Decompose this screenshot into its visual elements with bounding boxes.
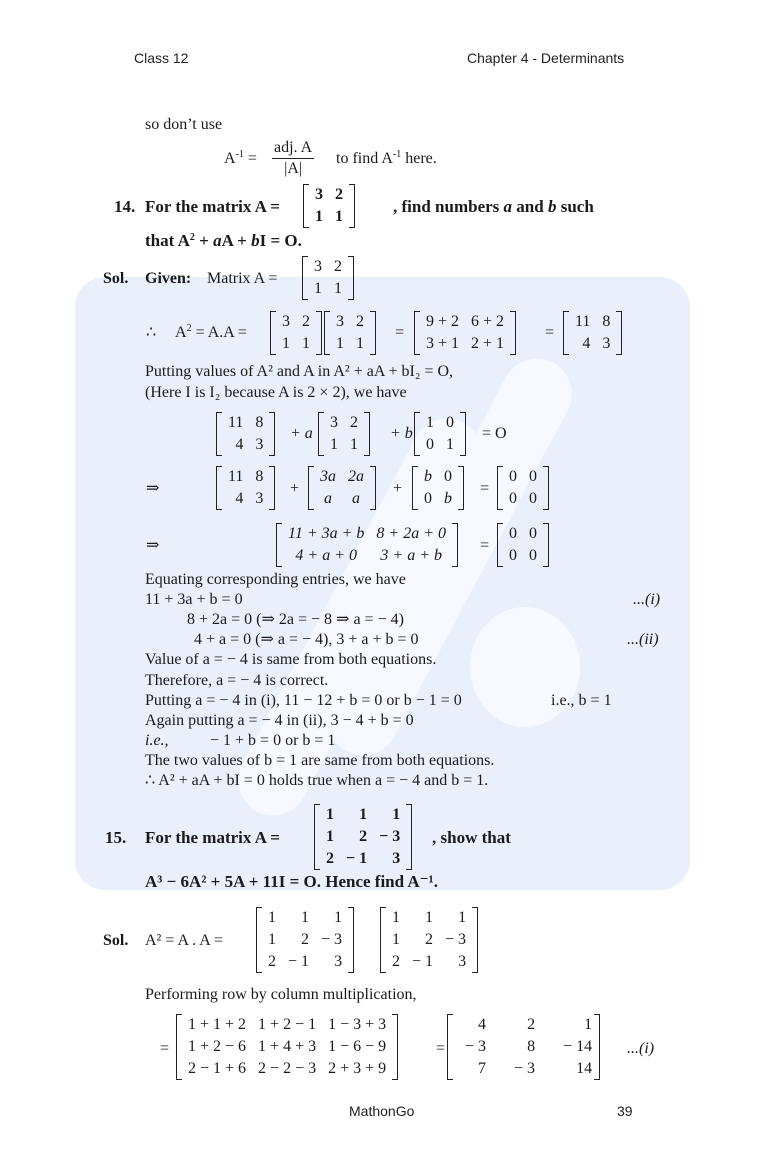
matrix-cell: 1 [392,806,401,823]
matrix-cell: 6 + 2 [471,313,505,330]
equals-sign: = [247,150,257,167]
question-14-number: 14. [114,197,136,216]
matrix-cell: 1 [458,909,467,926]
solution-line: Therefore, a = − 4 is correct. [145,672,329,689]
solution-line: Putting a = − 4 in (i), 11 − 12 + b = 0 or b − 1 = 0 [145,692,462,709]
bracket-left [380,907,386,973]
matrix-cell: 1 [359,806,368,823]
matrix-cell: 1 + 1 + 2 [188,1016,247,1033]
matrix-cell: 0 [509,525,517,542]
matrix-cell: 3 [458,953,467,970]
bracket-right [452,523,458,567]
question-15-matrix [314,804,412,870]
solution-line: − 1 + b = 0 or b = 1 [210,732,336,749]
matrix-cell: 0 [529,525,537,542]
zero-matrix [497,523,549,567]
bracket-left [256,907,262,973]
matrix-cell: 4 [478,1016,487,1033]
matrix-cell: 1 [326,828,334,845]
equation-tag-i: ...(i) [633,591,661,608]
var-b: b [547,197,557,216]
tail-text-end: here. [401,150,437,167]
matrix-cell: 1 [302,335,310,352]
matrix-cell: − 1 [288,953,310,970]
matrix-cell: 0 [446,414,454,431]
solution-line: Equating corresponding entries, we have [145,571,406,588]
matrix-cell: 2 [350,414,358,431]
matrix-b-scaled [412,466,464,510]
equation-i: 11 + 3a + b = 0 [145,591,243,608]
question-14-matrix [303,184,355,228]
matrix-cell: − 3 [321,931,343,948]
matrix-cell: 4 [235,436,244,453]
fraction-denominator: |A| [284,160,303,177]
equals-sign: = [545,324,555,341]
matrix-cell: 11 [228,468,244,485]
equals-sign: = [160,1040,170,1057]
matrix-cell: a [352,490,360,507]
matrix-cell: 1 [392,931,400,948]
bracket-right [348,907,354,973]
bracket-left [176,1014,182,1080]
matrix-cell: 1 [330,436,338,453]
bracket-left [563,311,569,355]
matrix-cell: 1 [335,208,343,225]
bracket-right [460,412,466,456]
math-text: b [444,490,452,507]
bracket-left [302,256,308,300]
bracket-right [370,466,376,510]
solution-14-label: Sol. [103,270,129,287]
equation-tag-i: ...(i) [627,1040,655,1057]
matrix-cell: 0 [424,490,432,507]
implies-symbol: ⇒ [146,480,160,497]
bracket-left [497,523,503,567]
equation-ii: 4 + a = 0 (⇒ a = − 4), 3 + a + b = 0 [194,631,419,648]
question-14-equation [145,232,302,250]
matrix-cell: 0 [509,490,517,507]
matrix-cell: 2 [334,258,342,275]
text: , find numbers [393,197,504,216]
matrix-cell: 1 [336,335,344,352]
matrix-cell: 1 + 2 − 1 [258,1016,317,1033]
identity-matrix [414,412,466,456]
a-squared-lhs: A² = A . A = [145,932,223,949]
var-b: b [251,231,260,250]
matrix-cell: 11 [228,414,244,431]
implies-symbol: ⇒ [146,537,160,554]
var-a: a [213,231,222,250]
matrix-cell: 3 [392,850,401,867]
bracket-right [269,466,275,510]
matrix-cell: 3 [315,186,323,203]
given-text: Matrix A = [207,270,278,287]
text: that A [145,231,190,250]
matrix-a-squared [447,1014,600,1080]
equals-sign: = [480,537,490,554]
matrix-cell: 11 [575,313,591,330]
matrix-cell: 0 [426,436,434,453]
solution-15-label: Sol. [103,932,129,949]
matrix-cell: 1 [268,909,276,926]
footer-brand: MathonGo [349,1103,415,1119]
matrix-cell: 1 [301,909,310,926]
bracket-left [497,466,503,510]
given-label: Given: [145,270,192,287]
bracket-right [472,907,478,973]
text: + [194,231,214,250]
matrix-cell: 1 [315,208,323,225]
matrix-cell: 4 [582,335,591,352]
question-15-equation: A³ − 6A² + 5A + 11I = O. Hence find A⁻¹. [145,872,439,891]
bracket-left [216,412,222,456]
text: I = O. [259,231,302,250]
question-14-text: For the matrix A = [145,197,280,216]
matrix-cell: 1 [268,931,276,948]
matrix-cell: 3 [602,335,611,352]
matrix-cell: 1 [584,1016,593,1033]
matrix-cell: 9 + 2 [426,313,460,330]
formula-symbol: A [224,150,236,167]
question-14-text-cont [393,198,594,216]
therefore-symbol: ∴ [146,324,157,341]
matrix-cell: a [324,490,332,507]
bracket-left [414,311,420,355]
matrix-cell: − 1 [412,953,434,970]
matrix-cell: − 3 [514,1060,536,1077]
matrix-cell: 2 [359,828,368,845]
matrix-cell: 3 [255,490,264,507]
solution-line: Value of a = − 4 is same from both equations. [145,651,437,668]
matrix-product-expanded [414,311,516,355]
matrix-cell: 2 [392,953,400,970]
matrix-cell: 2 [268,953,276,970]
matrix-cell [418,466,438,488]
matrix-cell: 2 + 3 + 9 [328,1060,387,1077]
matrix-product-expanded [176,1014,398,1080]
question-15-number: 15. [105,828,127,847]
matrix-cell: 4 + a + 0 [295,547,357,564]
solution-conclusion: ∴ A² + aA + bI = 0 holds true when a = − 4 and b = 1. [145,772,489,789]
equals-sign: = [436,1040,446,1057]
matrix-cell: 2 [326,850,334,867]
solution-line: Again putting a = − 4 in (ii), 3 − 4 + b = 0 [145,712,414,729]
tail-text: to find A [336,150,393,167]
matrix-cell: 1 + 2 − 6 [188,1038,247,1055]
text: A + [221,231,252,250]
zero-matrix [497,466,549,510]
matrix-cell: 7 [478,1060,487,1077]
matrix-cell: 2 − 1 + 6 [188,1060,247,1077]
question-15-text: For the matrix A = [145,828,280,847]
math-text: = A.A = [191,324,247,341]
matrix-cell: 2 [335,186,343,203]
matrix-cell: 2a [348,468,364,485]
a-squared-lhs [175,324,247,342]
identity-note-line: (Here I is I₂ because A is 2 × 2), we have [145,384,407,401]
solution-line: The two values of b = 1 are same from both equations. [145,752,495,769]
solution-line: 8 + 2a = 0 (⇒ 2a = − 8 ⇒ a = − 4) [187,611,404,628]
bracket-right [392,1014,398,1080]
matrix-cell: − 1 [346,850,368,867]
matrix-cell: 2 [425,931,434,948]
matrix-cell: 2 + 1 [471,335,505,352]
sup: 2 [189,232,195,243]
performing-line: Performing row by column multiplication, [145,986,417,1003]
bracket-right [510,311,516,355]
matrix-cell: 1 [334,280,342,297]
matrix-cell: 1 − 3 + 3 [328,1016,387,1033]
matrix-cell: 3 [314,258,322,275]
equals-sign: = [480,480,490,497]
matrix-cell: 1 [446,436,454,453]
matrix-a [270,311,322,355]
bracket-left [216,466,222,510]
matrix-cell: 3 + a + b [380,547,442,564]
text: such [556,197,594,216]
bracket-left [308,466,314,510]
matrix-cell: 8 [527,1038,536,1055]
bracket-left [314,804,320,870]
matrix-cell: 2 [356,313,364,330]
matrix-cell: 1 [426,414,434,431]
equals-zero: = O [482,425,507,442]
matrix-a [380,907,478,973]
inverse-formula-tail [336,150,437,168]
given-matrix [302,256,354,300]
intro-text: so don’t use [145,116,223,133]
matrix-cell: 1 [326,806,334,823]
matrix-cell: 2 [527,1016,536,1033]
putting-values-line: Putting values of A² and A in A² + aA + bI₂ = O, [145,363,454,380]
formula-sup: -1 [235,149,244,160]
matrix-cell: 1 [334,909,343,926]
equals-sign: = [395,324,405,341]
matrix-cell: 0 [529,547,537,564]
matrix-a [256,907,354,973]
matrix-cell: 0 [509,547,517,564]
math-text: 2 [186,323,192,334]
matrix-cell: − 3 [379,828,401,845]
adjoint-fraction [272,138,314,179]
matrix-cell: 8 [255,414,264,431]
bracket-right [406,804,412,870]
matrix-cell: 1 [282,335,290,352]
matrix-cell [438,488,458,510]
matrix-cell: 4 [235,490,244,507]
plus-b-term: + b [390,425,413,442]
bracket-left [276,523,282,567]
bracket-left [414,412,420,456]
solution-result-b: i.e., b = 1 [551,692,612,709]
page-number: 39 [617,1103,633,1119]
ie-label: i.e., [145,732,169,749]
matrix-cell: 0 [529,490,537,507]
matrix-cell: 1 − 6 − 9 [328,1038,387,1055]
matrix-cell: 3 + 1 [426,335,460,352]
matrix-cell: 8 [602,313,611,330]
matrix-cell: 8 + 2a + 0 [376,525,446,542]
matrix-cell: − 3 [465,1038,487,1055]
plus-sign: + [393,480,403,497]
bracket-right [316,311,322,355]
bracket-left [324,311,330,355]
matrix-cell: 3a [320,468,336,485]
matrix-a [318,412,370,456]
matrix-cell: 14 [576,1060,593,1077]
matrix-cell: 2 − 2 − 3 [258,1060,317,1077]
plus-a-term: + a [290,425,313,442]
bracket-left [318,412,324,456]
matrix-cell: 1 [314,280,322,297]
matrix-a-squared [563,311,622,355]
matrix-cell: 0 [529,468,537,485]
equation-tag-ii: ...(ii) [627,631,659,648]
fraction-numerator: adj. A [272,138,314,159]
bracket-left [270,311,276,355]
matrix-a-scaled [308,466,376,510]
matrix-cell: 2 [301,931,310,948]
var-a: a [503,197,513,216]
matrix-cell: 3 [255,436,264,453]
text: and [512,197,548,216]
plus-sign: + [290,480,300,497]
inverse-formula-lhs [224,150,257,168]
header-class-label: Class 12 [134,50,189,66]
matrix-cell: 3 [334,953,343,970]
matrix-cell: 1 + 4 + 3 [258,1038,317,1055]
bracket-right [543,466,549,510]
bracket-left [303,184,309,228]
matrix-cell: − 3 [445,931,467,948]
matrix-cell: 0 [509,468,517,485]
tail-sup: -1 [392,149,402,160]
matrix-cell: 1 [425,909,434,926]
matrix-cell: 3 [330,414,338,431]
matrix-cell: 8 [255,468,264,485]
matrix-a-squared [216,412,275,456]
matrix-cell: 1 [392,909,400,926]
matrix-cell: 0 [444,468,452,485]
bracket-right [458,466,464,510]
matrix-cell: 1 [356,335,364,352]
question-15-text-cont: , show that [432,828,511,847]
matrix-cell: − 14 [563,1038,593,1055]
matrix-cell: 3 [282,313,290,330]
matrix-a-squared [216,466,275,510]
math-text: A [175,324,187,341]
matrix-cell: 11 + 3a + b [288,525,365,542]
bracket-right [348,256,354,300]
bracket-right [349,184,355,228]
matrix-cell: 3 [336,313,344,330]
bracket-right [543,523,549,567]
combined-matrix [276,523,458,567]
bracket-right [370,311,376,355]
bracket-left [412,466,418,510]
bracket-right [616,311,622,355]
matrix-cell: 1 [350,436,358,453]
math-text: b [424,468,432,485]
bracket-right [594,1014,600,1080]
bracket-right [364,412,370,456]
matrix-cell: 2 [302,313,310,330]
matrix-a [324,311,376,355]
header-chapter-title: Chapter 4 - Determinants [467,50,625,66]
bracket-left [447,1014,453,1080]
bracket-right [269,412,275,456]
